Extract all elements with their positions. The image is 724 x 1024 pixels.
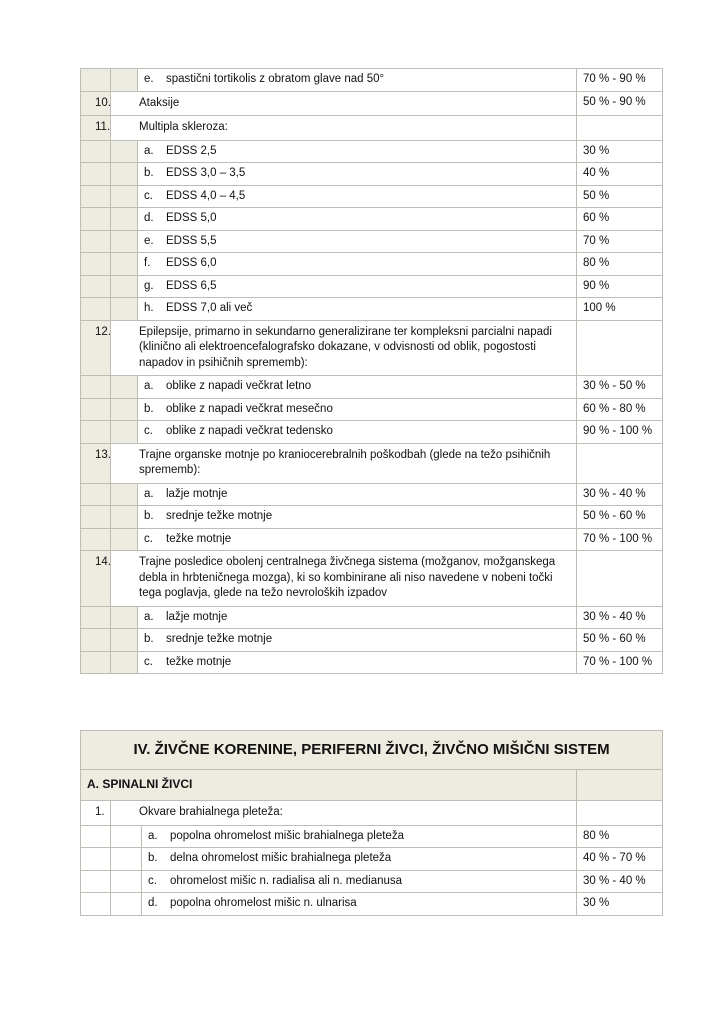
indent-cell [81,230,111,253]
disability-table-part-1 [80,68,663,674]
percentage-cell [577,848,663,871]
indent-cell [111,629,138,652]
subitem-letter: a. [144,487,154,500]
percentage-cell [577,91,663,116]
subitem-letter: c. [144,189,153,202]
percentage-value: 80 % [583,829,610,842]
item-text-cell [95,801,577,826]
item-text: Trajne posledice obolenj centralnega živčnega sistema (možganov, možganskega debla in hrbteničnega mozga), ki so kombinirane ali niso navedene v nobeni točki tega poglavja, glede na težo nevroloških izpadov [139,556,556,599]
percentage-cell [577,185,663,208]
indent-cell [111,185,138,208]
percentage-cell [577,528,663,551]
subitem-row [81,421,663,444]
subitem-text: EDSS 7,0 ali več [166,302,253,314]
subitem-text: srednje težke motnje [166,510,273,522]
percentage-value: 50 % - 60 % [583,633,646,645]
subitem-letter: b. [144,167,154,179]
indent-cell [81,848,111,871]
percentage-value [577,551,662,557]
subitem-letter: c. [144,532,153,545]
item-text-cell [95,116,577,141]
indent-cell [111,506,138,529]
item-text-cell [95,320,577,376]
subitem-text: oblike z napadi večkrat tedensko [166,425,333,437]
subitem-text-cell [142,825,577,848]
indent-cell [111,298,138,321]
subitem-text-cell [138,506,577,529]
subitem-text-cell [138,483,577,506]
item-row [81,551,663,607]
subitem-row [81,253,663,276]
subitem-text-cell [138,528,577,551]
subitem-text-cell [138,606,577,629]
subitem-text: popolna ohromelost mišic brahialnega pleteža [170,829,404,842]
subitem-letter: d. [148,897,158,909]
subitem-row [81,275,663,298]
percentage-cell [577,629,663,652]
percentage-cell [577,163,663,186]
indent-cell [111,870,142,893]
percentage-cell [577,116,663,141]
subitem-letter: a. [144,380,154,392]
subitem-letter: c. [148,874,157,887]
percentage-cell [577,651,663,674]
indent-cell [81,298,111,321]
subitem-letter: b. [144,402,154,415]
percentage-value: 40 % [583,167,610,179]
indent-cell [111,651,138,674]
indent-cell [111,163,138,186]
subitem-text: EDSS 2,5 [166,144,217,157]
percentage-value: 70 % - 100 % [583,532,653,545]
subitem-letter: f. [144,257,151,269]
section-value-cell [577,770,663,801]
indent-cell [111,893,142,916]
subitem-letter: e. [144,234,154,247]
indent-cell [81,163,111,186]
percentage-cell [577,320,663,376]
percentage-cell [577,801,663,826]
item-text: Trajne organske motnje po kraniocerebralnih poškodbah (glede na težo psihičnih sprememb): [139,448,551,476]
subitem-text: oblike z napadi večkrat mesečno [166,402,333,415]
indent-cell [111,275,138,298]
subitem-text-cell [138,376,577,399]
indent-cell [81,253,111,276]
subitem-letter: d. [144,212,154,224]
subitem-row [81,870,663,893]
subitem-text-cell [142,893,577,916]
indent-cell [111,483,138,506]
indent-cell [81,893,111,916]
percentage-cell [577,69,663,92]
subitem-letter: g. [144,279,154,292]
indent-cell [81,69,111,92]
percentage-value: 80 % [583,257,610,269]
item-number: 14. [95,556,111,568]
subitem-text: srednje težke motnje [166,633,273,645]
item-number: 12. [95,325,111,338]
item-text-cell [95,443,577,483]
subitem-text-cell [138,140,577,163]
item-row [81,320,663,376]
indent-cell [81,376,111,399]
percentage-value: 70 % [583,234,610,247]
subitem-row [81,69,663,92]
subitem-row [81,528,663,551]
percentage-cell [577,275,663,298]
item-row [81,116,663,141]
subitem-text-cell [138,208,577,231]
subitem-letter: a. [144,144,154,157]
chapter-heading: IV. ŽIVČNE KORENINE, PERIFERNI ŽIVCI, ŽIVČNO MIŠIČNI SISTEM [81,731,663,770]
disability-table-part-2 [80,730,663,916]
percentage-cell [577,893,663,916]
subitem-text: težke motnje [166,655,232,668]
indent-cell [81,651,111,674]
subitem-text: EDSS 4,0 – 4,5 [166,189,246,202]
subitem-text-cell [138,398,577,421]
subitem-row [81,506,663,529]
subitem-text: EDSS 6,0 [166,257,217,269]
subitem-text: lažje motnje [166,487,228,500]
indent-cell [81,398,111,421]
indent-cell [111,848,142,871]
percentage-cell [577,506,663,529]
percentage-cell [577,551,663,607]
percentage-value: 70 % - 100 % [583,655,653,668]
indent-cell [81,185,111,208]
subitem-text: oblike z napadi večkrat letno [166,380,312,392]
subitem-text: težke motnje [166,532,232,545]
item-number: 1. [95,806,105,818]
subitem-text: EDSS 6,5 [166,279,217,292]
item-number: 10. [95,96,111,109]
subitem-row [81,606,663,629]
percentage-value [577,444,662,450]
percentage-cell [577,421,663,444]
subitem-text-cell [138,230,577,253]
subitem-row [81,376,663,399]
subitem-letter: e. [144,73,154,85]
percentage-value: 30 % [583,144,610,157]
percentage-value: 50 % - 90 % [583,95,646,108]
percentage-cell [577,376,663,399]
subitem-row [81,893,663,916]
indent-cell [81,870,111,893]
indent-cell [111,208,138,231]
subitem-text-cell [138,421,577,444]
section-heading: A. SPINALNI ŽIVCI [81,770,577,801]
subitem-row [81,230,663,253]
subitem-text-cell [138,69,577,92]
subitem-text: EDSS 5,5 [166,234,217,247]
indent-cell [111,69,138,92]
percentage-value: 90 % [583,279,610,292]
indent-cell [111,398,138,421]
subitem-row [81,629,663,652]
indent-cell [81,629,111,652]
subitem-row [81,140,663,163]
item-text: Ataksije [139,96,180,109]
subitem-letter: b. [148,852,158,864]
percentage-value: 50 % - 60 % [583,510,646,522]
subitem-text: lažje motnje [166,610,228,623]
percentage-cell [577,870,663,893]
subitem-text-cell [138,185,577,208]
item-row [81,91,663,116]
subitem-row [81,208,663,231]
subitem-letter: c. [144,655,153,668]
percentage-cell [577,298,663,321]
percentage-cell [577,606,663,629]
subitem-row [81,185,663,208]
item-text-cell [95,551,577,607]
subitem-letter: h. [144,302,154,314]
percentage-value [577,116,662,122]
subitem-text-cell [142,870,577,893]
indent-cell [111,528,138,551]
percentage-value: 30 % - 50 % [583,380,646,392]
indent-cell [81,528,111,551]
subitem-row [81,651,663,674]
subitem-text: delna ohromelost mišic brahialnega pleteža [170,852,392,864]
indent-cell [81,140,111,163]
subitem-letter: a. [144,610,154,623]
indent-cell [81,275,111,298]
subitem-row [81,163,663,186]
indent-cell [111,230,138,253]
indent-cell [81,606,111,629]
subitem-text-cell [138,275,577,298]
subitem-text-cell [138,651,577,674]
percentage-value: 30 % - 40 % [583,610,646,623]
subitem-text-cell [138,298,577,321]
percentage-value: 90 % - 100 % [583,425,653,437]
percentage-value [577,321,662,327]
percentage-value: 30 % - 40 % [583,487,646,500]
subitem-letter: a. [148,829,158,842]
subitem-text: popolna ohromelost mišic n. ulnarisa [170,897,357,909]
percentage-value: 100 % [583,302,616,314]
percentage-cell [577,253,663,276]
indent-cell [81,825,111,848]
percentage-cell [577,483,663,506]
indent-cell [111,253,138,276]
subitem-letter: c. [144,425,153,437]
subitem-row [81,298,663,321]
subitem-text: EDSS 3,0 – 3,5 [166,167,246,179]
subitem-row [81,825,663,848]
percentage-value: 60 % - 80 % [583,402,646,415]
indent-cell [81,506,111,529]
item-text-cell [95,91,577,116]
indent-cell [81,421,111,444]
indent-cell [111,421,138,444]
subitem-row [81,398,663,421]
subitem-letter: b. [144,510,154,522]
indent-cell [81,483,111,506]
item-text: Multipla skleroza: [139,121,228,133]
percentage-cell [577,208,663,231]
subitem-letter: b. [144,633,154,645]
subitem-text-cell [138,629,577,652]
item-row [81,801,663,826]
percentage-value: 60 % [583,212,610,224]
indent-cell [81,208,111,231]
subitem-row [81,483,663,506]
percentage-cell [577,230,663,253]
item-row [81,443,663,483]
percentage-value [577,801,662,807]
percentage-value: 30 % - 40 % [583,874,646,887]
percentage-cell [577,825,663,848]
subitem-text-cell [142,848,577,871]
indent-cell [111,140,138,163]
item-text: Epilepsije, primarno in sekundarno generalizirane ter kompleksni parcialni napadi (klinično ali elektroencefalografsko dokazane, v odvisnosti od oblik, pogostosti napadov in psihičnih sprememb): [139,325,552,369]
subitem-text: ohromelost mišic n. radialisa ali n. medianusa [170,874,403,887]
subitem-row [81,848,663,871]
percentage-value: 50 % [583,189,610,202]
percentage-value: 70 % - 90 % [583,73,646,85]
item-number: 13. [95,448,111,461]
percentage-cell [577,398,663,421]
item-text: Okvare brahialnega pleteža: [139,806,283,818]
subitem-text-cell [138,163,577,186]
percentage-cell [577,443,663,483]
percentage-value: 40 % - 70 % [583,852,646,864]
indent-cell [111,376,138,399]
subitem-text: EDSS 5,0 [166,212,217,224]
indent-cell [111,825,142,848]
indent-cell [111,606,138,629]
subitem-text: spastični tortikolis z obratom glave nad 50° [166,73,385,85]
subitem-text-cell [138,253,577,276]
percentage-cell [577,140,663,163]
item-number: 11. [95,121,111,133]
percentage-value: 30 % [583,897,610,909]
